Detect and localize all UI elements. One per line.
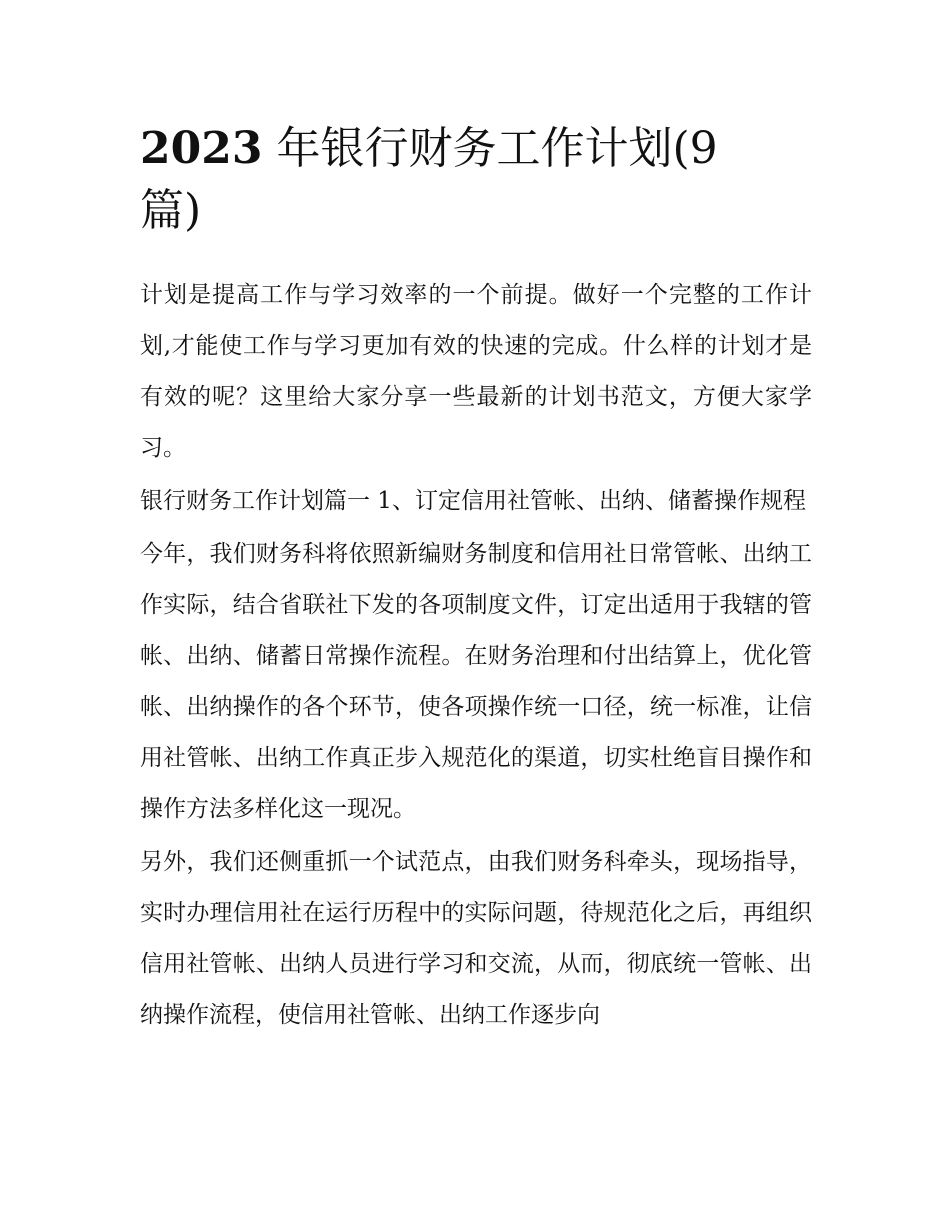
body-paragraph: 今年，我们财务科将依照新编财务制度和信用社日常管帐、出纳工作实际，结合省联社下发的各项制度文件，订定出适用于我辖的管帐、出纳、储蓄日常操作流程。在财务治理和付出结算上，优化管帐、出纳操作的各个环节，使各项操作统一口径，统一标准，让信用社管帐、出纳工作真正步入规范化的渠道，切实杜绝盲目操作和操作方法多样化这一现况。 [140, 541, 812, 822]
document-body [140, 270, 812, 1041]
title-year: 2023 [140, 123, 263, 174]
intro-paragraph: 计划是提高工作与学习效率的一个前提。做好一个完整的工作计划,才能使工作与学习更加有效的快速的完成。什么样的计划才是有效的呢？这里给大家分享一些最新的计划书范文，方便大家学习。 [140, 282, 812, 461]
section-heading-paragraph: 银行财务工作计划篇一 1、订定信用社管帐、出纳、储蓄操作规程 [140, 488, 806, 514]
body-paragraph: 另外，我们还侧重抓一个试范点，由我们财务科牵头，现场指导，实时办理信用社在运行历程中的实际问题，待规范化之后，再组织信用社管帐、出纳人员进行学习和交流，从而，彻底统一管帐、出纳操作流程，使信用社管帐、出纳工作逐步向 [140, 849, 812, 1028]
document-content [140, 118, 812, 1043]
title-text: 年银行财务工作计划(9篇) [140, 123, 718, 236]
document-title [140, 118, 760, 242]
